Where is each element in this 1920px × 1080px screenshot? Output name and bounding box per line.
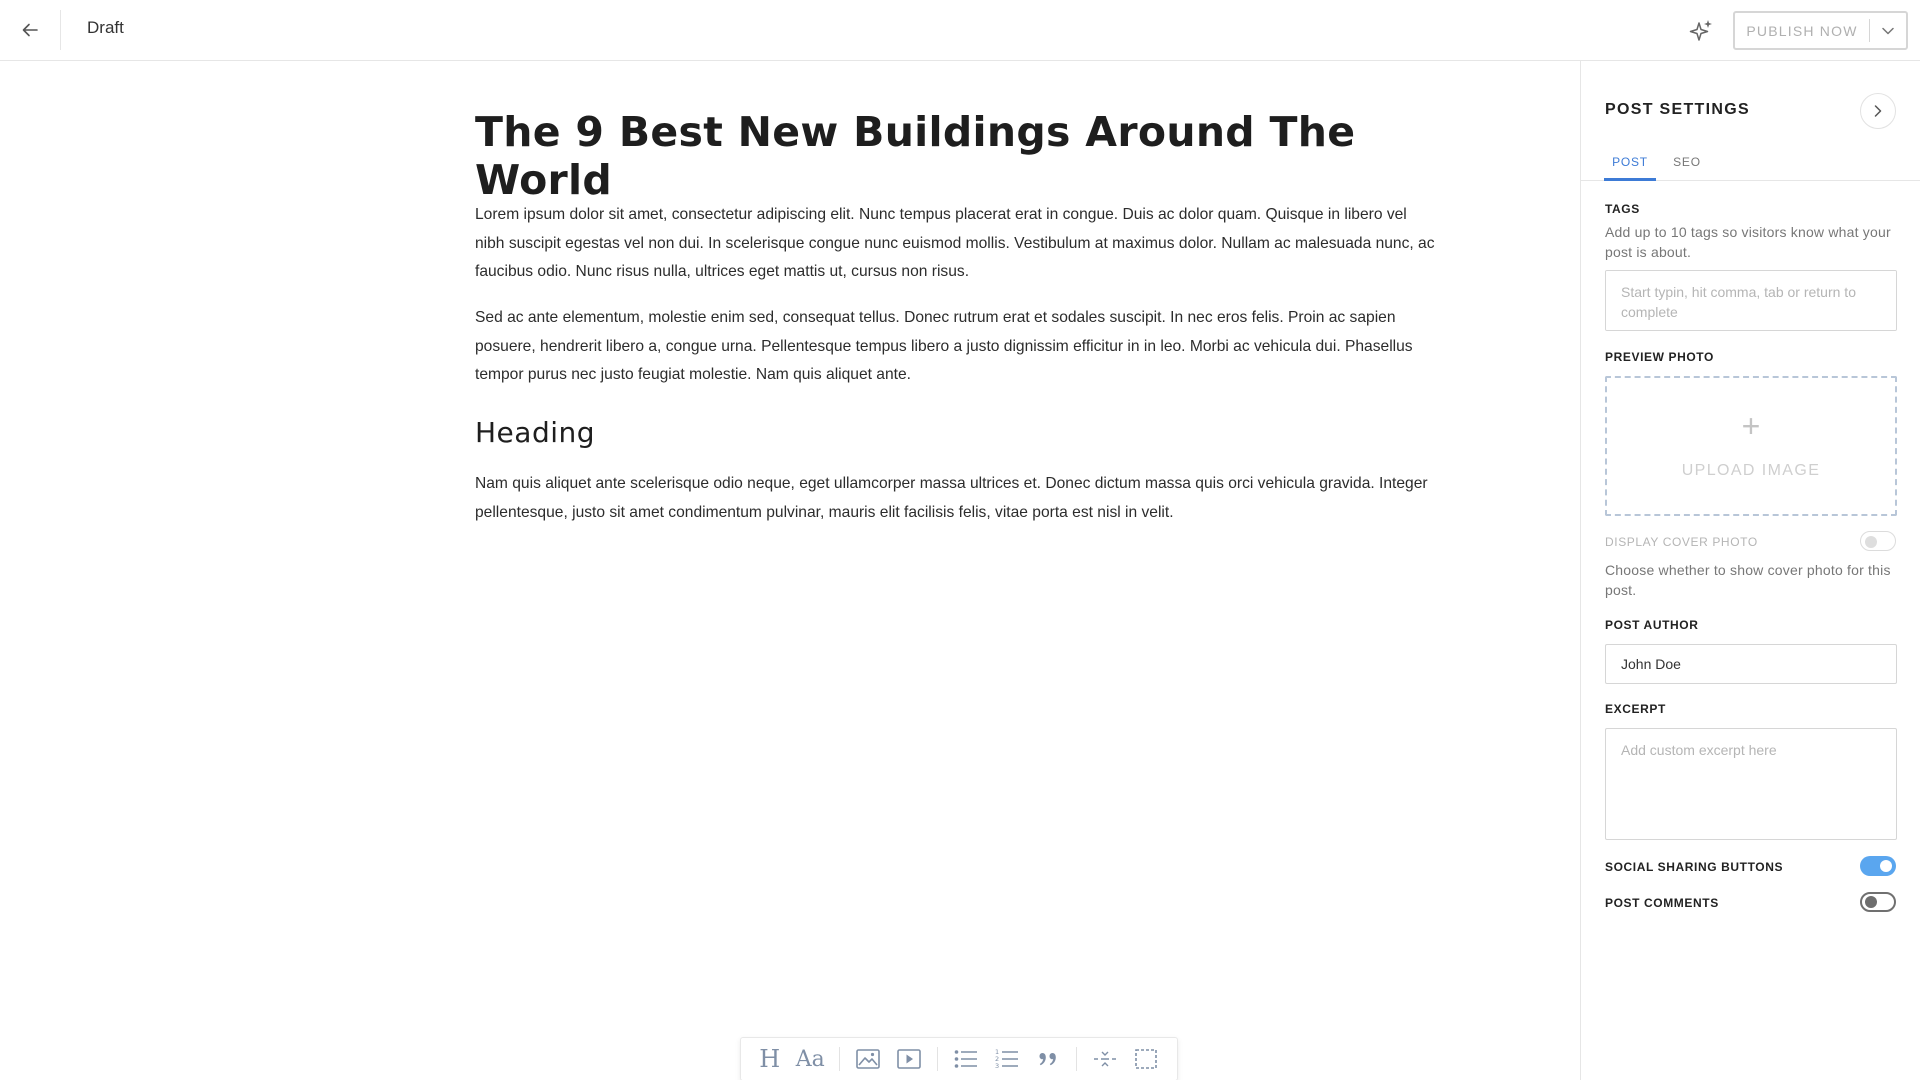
collapse-panel-button[interactable]: [1860, 93, 1896, 129]
numbered-list-icon: [995, 1048, 1019, 1070]
toggle-knob: [1880, 860, 1892, 872]
social-sharing-toggle[interactable]: [1860, 856, 1896, 876]
preview-photo-label: PREVIEW PHOTO: [1605, 350, 1714, 364]
paragraph[interactable]: Sed ac ante elementum, molestie enim sed, consequat tellus. Donec rutrum erat et sodales suscipit. In nec eros felis. Proin ac sapien posuere, hendrerit libero a, congue urna. Pellentesque tempus libero a justo dignissim efficitur in in leo. Morbi ac vehicula dui. Phasellus tempor purus nec justo feugiat molestie. Nam quis aliquet ante.: [475, 309, 1413, 384]
cover-photo-help-text: Choose whether to show cover photo for this post.: [1605, 562, 1891, 598]
excerpt-label: EXCERPT: [1605, 702, 1666, 716]
chevron-down-icon: [1882, 27, 1894, 35]
divider-icon: [1093, 1049, 1117, 1069]
post-author-label: POST AUTHOR: [1605, 618, 1699, 632]
plus-icon: +: [1741, 408, 1761, 444]
svg-text:2: 2: [994, 1055, 1000, 1063]
image-icon: [856, 1049, 880, 1069]
publish-split-button: [1733, 11, 1908, 50]
document-status: Draft: [87, 18, 124, 37]
chevron-right-icon: [1874, 105, 1882, 117]
publish-now-button[interactable]: PUBLISH NOW: [1746, 22, 1858, 39]
section-heading[interactable]: Heading: [475, 416, 596, 449]
back-button[interactable]: [14, 14, 46, 46]
svg-text:3: 3: [994, 1062, 1000, 1070]
top-bar: [0, 0, 1920, 61]
arrow-left-icon: [21, 21, 39, 39]
insert-divider-button[interactable]: [1084, 1037, 1125, 1080]
toolbar-divider: [839, 1047, 840, 1071]
display-cover-photo-label: DISPLAY COVER PHOTO: [1605, 535, 1758, 549]
social-sharing-label: SOCIAL SHARING BUTTONS: [1605, 860, 1784, 874]
tags-label: TAGS: [1605, 202, 1640, 216]
ai-assistant-button[interactable]: [1686, 16, 1716, 46]
bullet-list-button[interactable]: [945, 1037, 986, 1080]
toolbar-divider: [937, 1047, 938, 1071]
text-style-button[interactable]: Aa: [795, 1046, 825, 1072]
video-icon: [897, 1049, 921, 1069]
tags-input[interactable]: [1605, 270, 1897, 331]
upload-image-label: UPLOAD IMAGE: [1681, 462, 1821, 479]
sparkles-icon: [1688, 18, 1714, 44]
paragraph[interactable]: Nam quis aliquet ante scelerisque odio neque, eget ullamcorper massa ultrices et. Donec dictum massa quis orci vehicula gravida. Integer pellentesque, justo sit amet condimentum pulvinar, mauris elit facilisis felis, vitae porta est nisl in velit.: [475, 475, 1428, 521]
tab-seo[interactable]: SEO: [1673, 155, 1701, 169]
header-divider: [60, 10, 61, 50]
post-comments-label: POST COMMENTS: [1605, 896, 1719, 910]
post-editor: [0, 61, 1580, 1080]
heading-button[interactable]: H: [759, 1045, 781, 1073]
format-toolbar: [740, 1037, 1178, 1080]
tab-post[interactable]: POST: [1604, 155, 1656, 181]
post-comments-toggle[interactable]: [1860, 892, 1896, 912]
bullet-list-icon: [954, 1049, 978, 1069]
insert-image-button[interactable]: [847, 1037, 888, 1080]
tags-help-text: Add up to 10 tags so visitors know what your post is about.: [1605, 224, 1891, 260]
settings-tabs: [1581, 155, 1920, 181]
svg-text:1: 1: [994, 1048, 1000, 1056]
toolbar-divider: [1076, 1047, 1077, 1071]
quote-icon: [1038, 1051, 1058, 1067]
blockquote-button[interactable]: [1028, 1037, 1069, 1080]
excerpt-textarea[interactable]: [1605, 728, 1897, 840]
toggle-knob: [1865, 536, 1877, 548]
insert-embed-button[interactable]: [1126, 1037, 1167, 1080]
paragraph[interactable]: Lorem ipsum dolor sit amet, consectetur adipiscing elit. Nunc tempus placerat erat in congue. Duis ac dolor quam. Quisque in libero vel nibh suscipit egestas vel non dui. In scelerisque congue nunc euismod mollis. Vestibulum at maximus dolor. Nullam ac malesuada nunc, ac faucibus odio. Nunc risus nulla, ultrices eget mattis ut, cursus non risus.: [475, 206, 1435, 281]
embed-frame-icon: [1135, 1049, 1157, 1069]
publish-options-button[interactable]: [1870, 13, 1906, 48]
post-author-field[interactable]: [1605, 644, 1897, 684]
cover-photo-toggle[interactable]: [1860, 531, 1896, 551]
post-title[interactable]: The 9 Best New Buildings Around The World: [475, 108, 1356, 204]
numbered-list-button[interactable]: [986, 1037, 1027, 1080]
toggle-knob: [1865, 896, 1877, 908]
panel-title: POST SETTINGS: [1605, 101, 1750, 118]
insert-video-button[interactable]: [888, 1037, 929, 1080]
upload-image-dropzone[interactable]: [1605, 376, 1897, 516]
post-settings-panel: [1580, 61, 1920, 1080]
